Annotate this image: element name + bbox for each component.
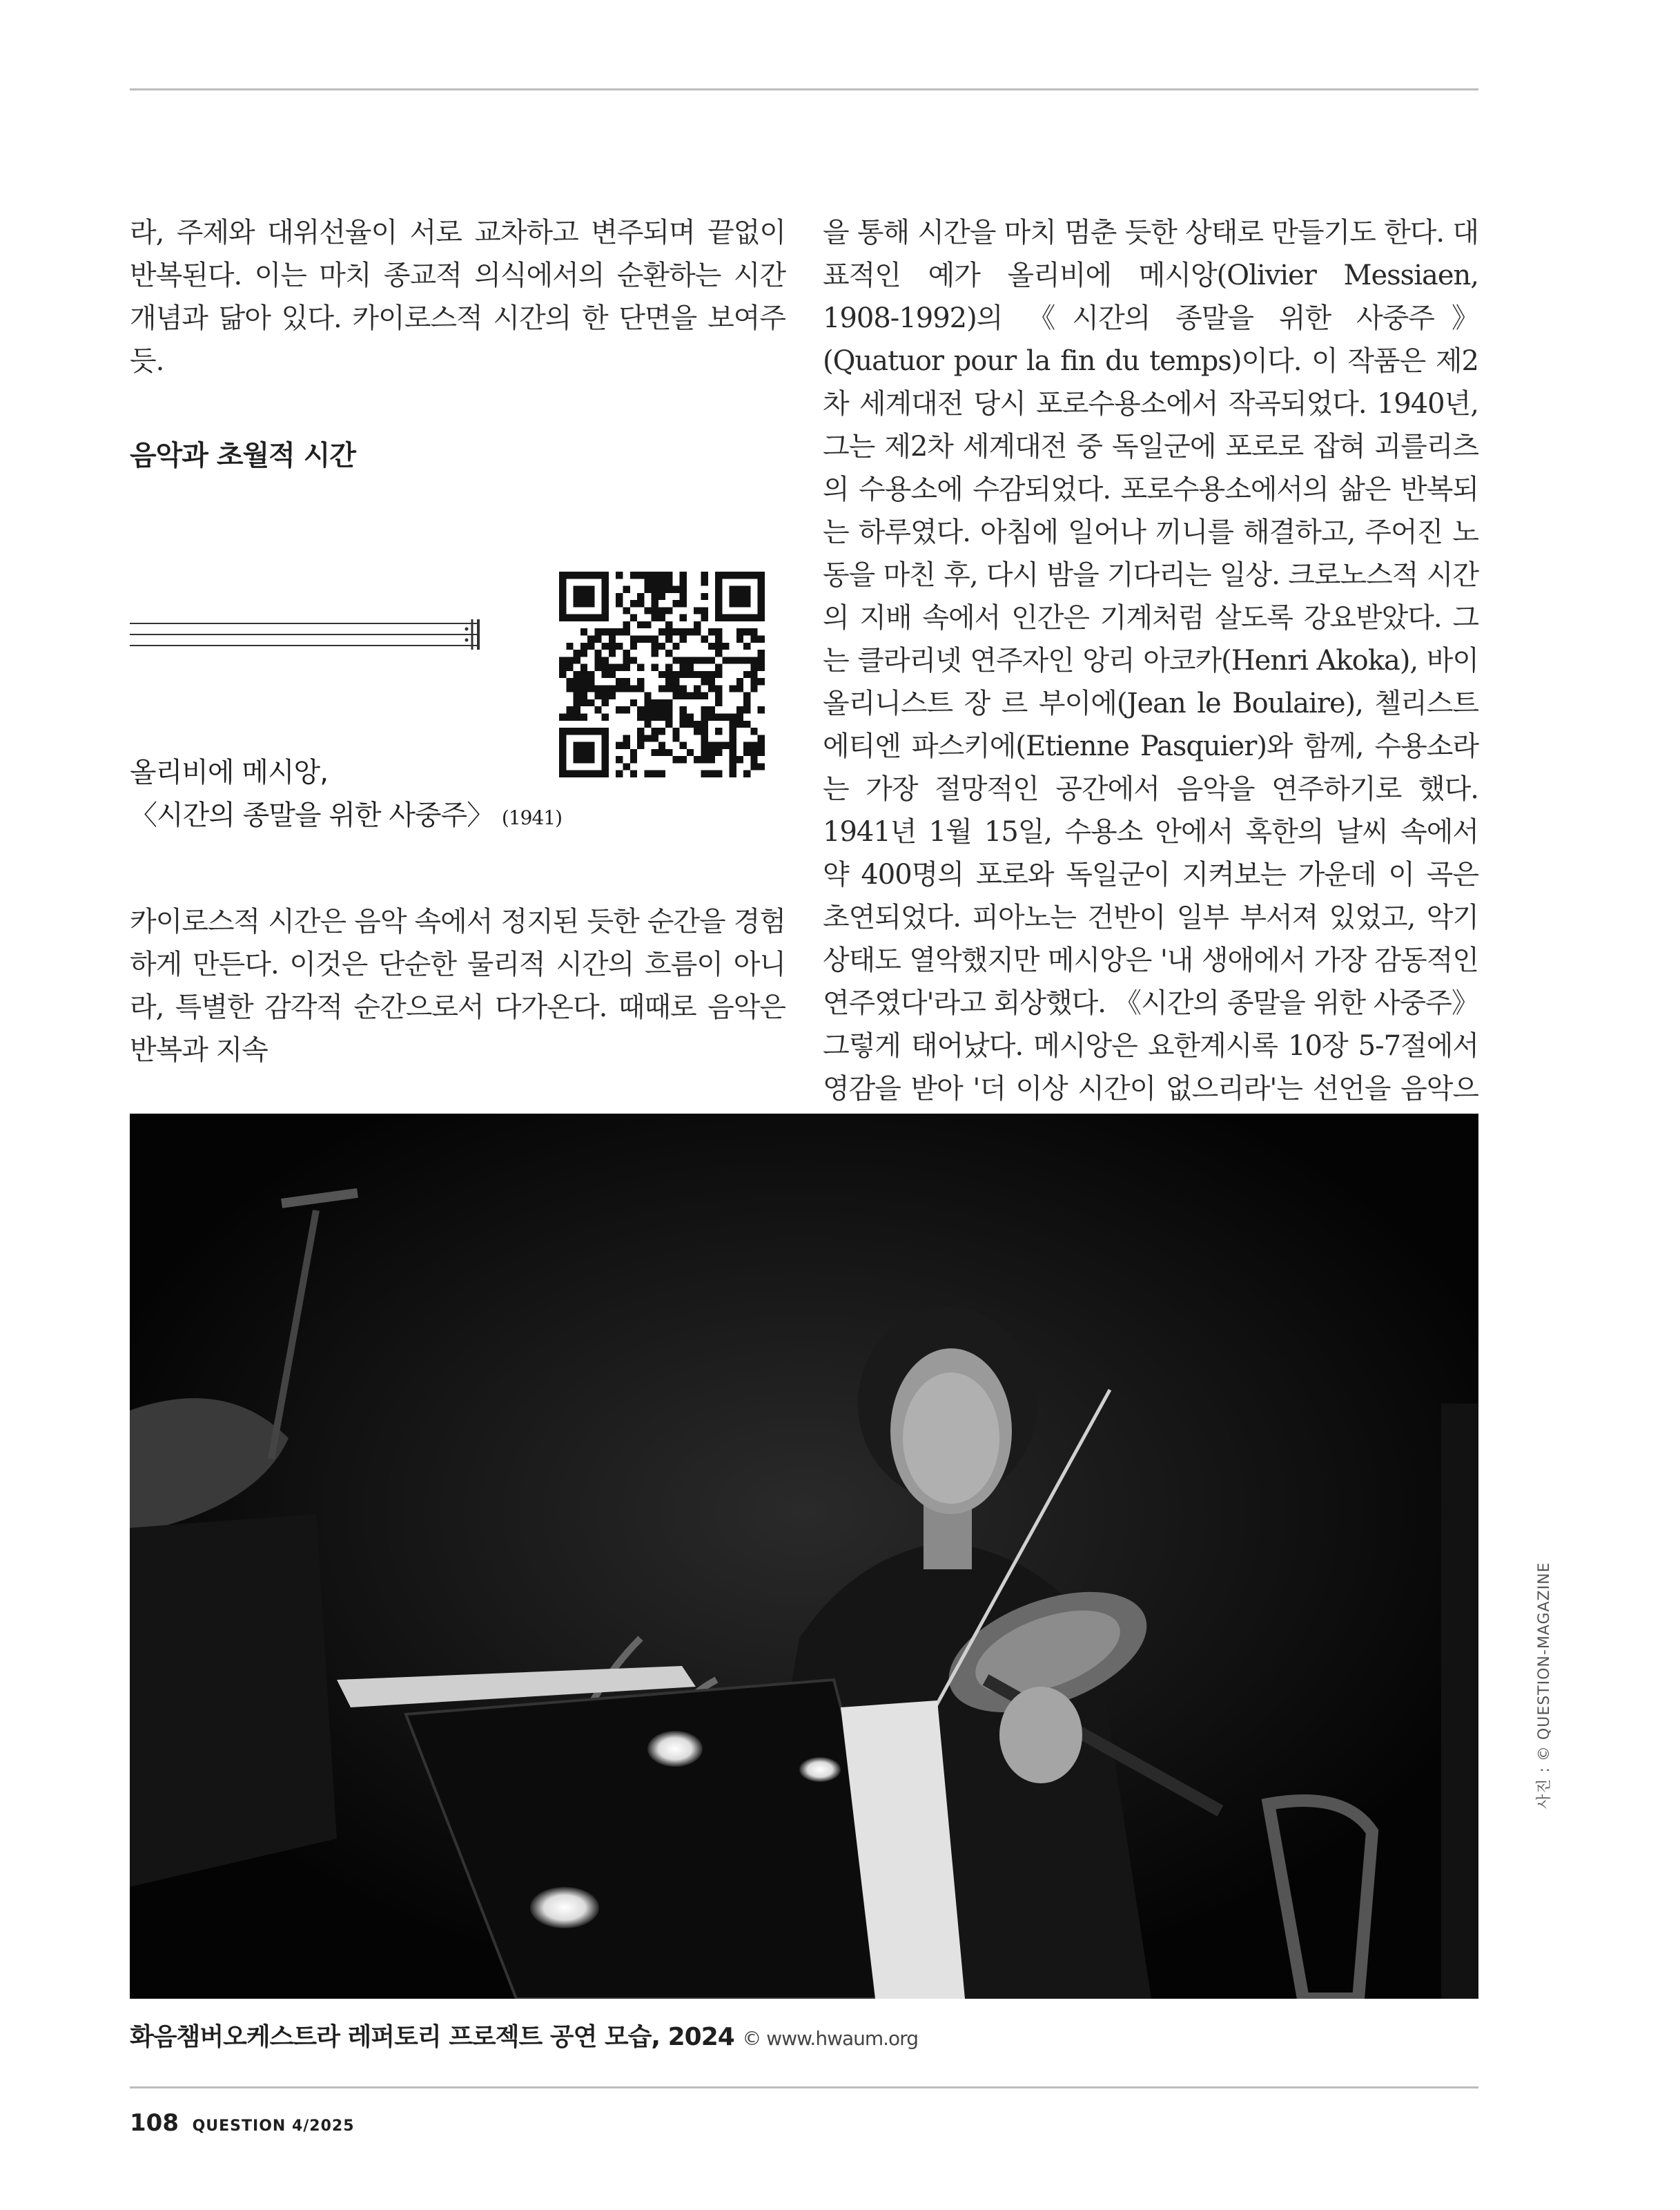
piece-title: 〈시간의 종말을 위한 사중주〉 xyxy=(130,799,494,831)
caption-text: 화음챔버오케스트라 레퍼토리 프로젝트 공연 모습, 2024 xyxy=(130,2023,734,2051)
page-footer xyxy=(130,2109,355,2137)
bottom-rule xyxy=(130,2086,1478,2088)
left-paragraph-2: 카이로스적 시간은 음악 속에서 정지된 듯한 순간을 경험하게 만든다. 이것은 단순한 물리적 시간의 흐름이 아니라, 특별한 감각적 순간으로서 다가온다. 때때로 음악은 반복과 지속 xyxy=(130,906,785,1066)
composer-name: 올리비에 메시앙, xyxy=(130,757,328,788)
left-column-top xyxy=(130,211,785,382)
music-staff-graphic xyxy=(130,618,485,652)
caption-source: © www.hwaum.org xyxy=(742,2027,918,2050)
left-paragraph-1: 라, 주제와 대위선율이 서로 교차하고 변주되며 끝없이 반복된다. 이는 마치 종교적 의식에서의 순환하는 시간 개념과 닮아 있다. 카이로스적 시간의 한 단면을 보여주듯. xyxy=(130,217,785,377)
page-number: 108 xyxy=(130,2109,179,2137)
top-rule xyxy=(130,88,1478,90)
concert-photo xyxy=(130,1114,1478,1999)
photo-caption xyxy=(130,2017,918,2053)
qr-code-icon[interactable] xyxy=(559,572,765,777)
right-column xyxy=(823,211,1478,1153)
left-column-bottom xyxy=(130,900,785,1072)
right-paragraph: 을 통해 시간을 마치 멈춘 듯한 상태로 만들기도 한다. 대표적인 예가 올리비에 메시앙(Olivier Messiaen, 1908-1992)의 《시간의 종말을 위한 사중주》(Quatuor pour la fin du temps)이다. 이 작품은 제2차 세계대전 당시 포로수용소에서 작곡되었다. 1940년, 그는 제2차 세계대전 중 독일군에 포로로 잡혀 괴를리츠의 수용소에 수감되었다. 포로수용소에서의 삶은 반복되는 하루였다. 아침에 일어나 끼니를 해결하고, 주어진 노동을 마친 후, 다시 밤을 기다리는 일상. 크로노스적 시간의 지배 속에서 인간은 기계처럼 살도록 강요받았다. 그는 클라리넷 연주자인 앙리 아코카(Henri Akoka), 바이올리니스트 장 르 부이에(Jean le Boulaire), 첼리스트 에티엔 파스키에(Etienne Pasquier)와 함께, 수용소라는 가장 절망적인 공간에서 음악을 연주하기로 했다. 1941년 1월 15일, 수용소 안에서 혹한의 날씨 속에서 약 400명의 포로와 독일군이 지켜보는 가운데 이 곡은 초연되었다. 피아노는 건반이 일부 부서져 있었고, 악기 상태도 열악했지만 메시앙은 '내 생애에서 가장 감동적인 연주였다'라고 회상했다. 《시간의 종말을 위한 사중주》 그렇게 태어났다. 메시앙은 요한계시록 10장 5-7절에서 영감을 받아 '더 이상 시간이 없으리라'는 선언을 음악으 xyxy=(823,217,1478,1105)
violinist-photo-illustration xyxy=(130,1114,1478,1999)
piece-title-block xyxy=(130,751,562,840)
piece-year: (1941) xyxy=(501,806,563,829)
magazine-issue: QUESTION 4/2025 xyxy=(192,2117,355,2135)
photo-credit: 사진 : © QUESTION-MAGAZINE xyxy=(1536,1562,1553,1809)
section-heading: 음악과 초월적 시간 xyxy=(130,440,355,472)
